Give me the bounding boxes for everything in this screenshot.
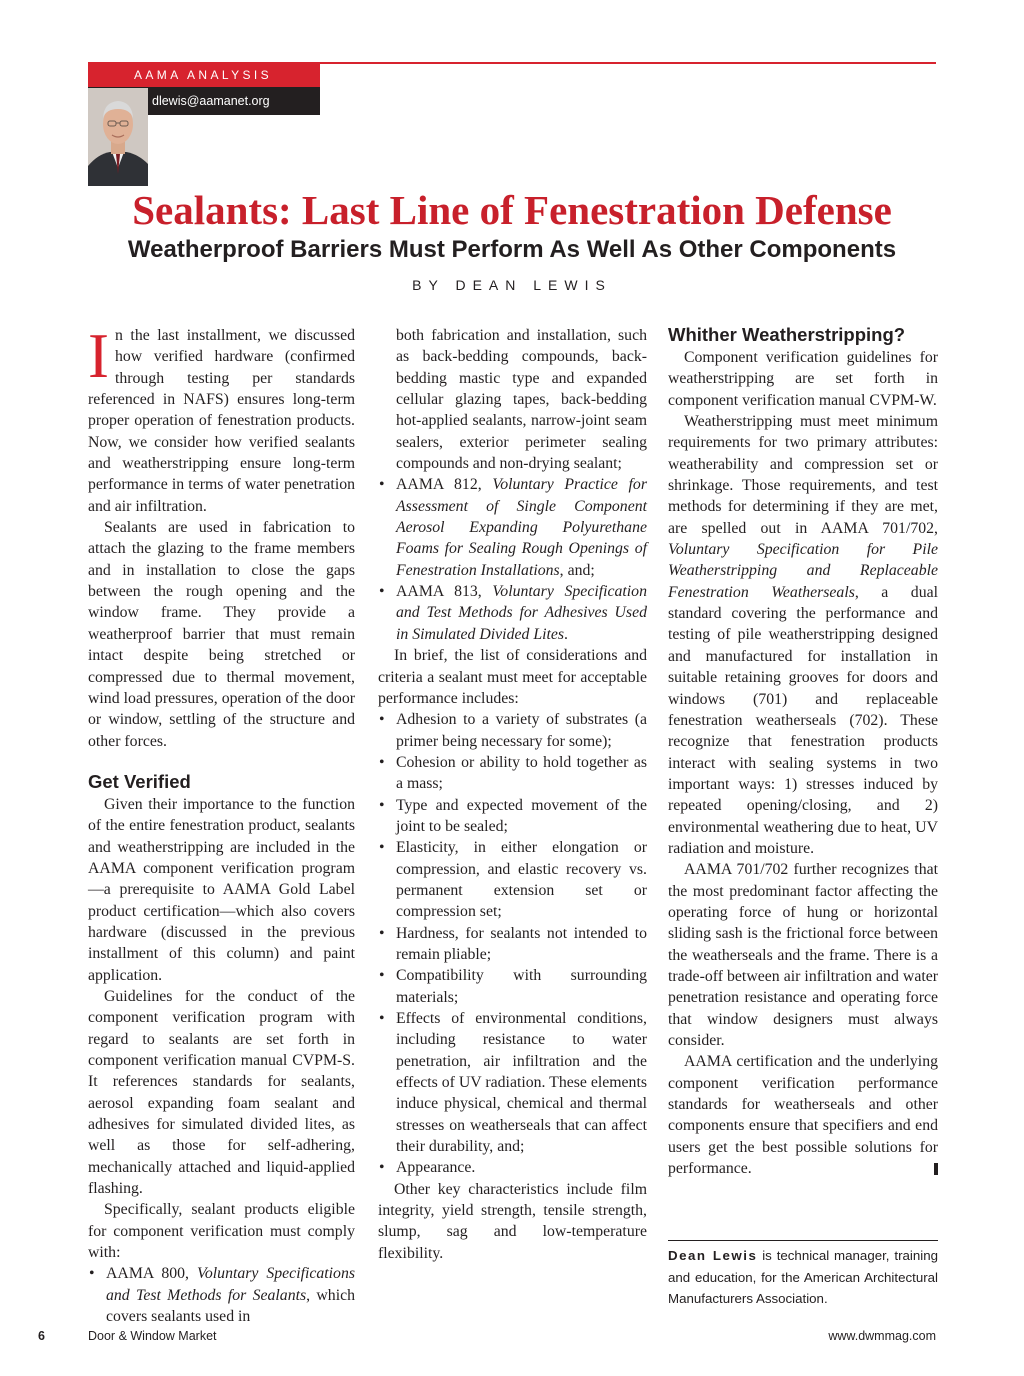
- criteria-list: [378, 709, 647, 1179]
- section-label: AAMA ANALYSIS: [88, 64, 320, 87]
- intro-paragraph: In the last installment, we discussed how verified hardware (confirmed through testing per standards referenced in NAFS) ensures long-term proper operation of fenestration products. Now, we consider how verified sealants and weatherstripping ensure long-term performance in terms of water penetration and air infiltration.: [88, 321, 355, 515]
- list-item: • AAMA 813, Voluntary Specification and Test Methods for Adhesives Used in Simulated Divided Lites.: [379, 583, 647, 643]
- page-number: 6: [38, 1329, 45, 1343]
- column-2: [378, 325, 647, 1264]
- publication-name: Door & Window Market: [88, 1329, 217, 1343]
- list-item: • Adhesion to a variety of substrates (a primer being necessary for some);: [379, 711, 647, 750]
- paragraph: AAMA certification and the underlying component verification performance standards for weatherseals and other components ensure that specifiers and end users get the best possible solutions for performance.: [668, 1053, 938, 1178]
- list-item: • Elasticity, in either elongation or compression, and elastic recovery vs. permanent extension set or compression set;: [379, 839, 647, 921]
- article-title: Sealants: Last Line of Fenestration Defense: [132, 187, 892, 233]
- list-item: • Appearance.: [379, 1159, 476, 1177]
- author-email[interactable]: dlewis@aamanet.org: [88, 87, 320, 115]
- author-portrait-image: [88, 88, 148, 186]
- paragraph: Specifically, sealant products eligible for component verification must comply with:: [88, 1201, 355, 1262]
- paragraph: In brief, the list of considerations and criteria a sealant must meet for acceptable performance includes:: [378, 647, 647, 707]
- standards-list: [88, 1263, 355, 1327]
- heading-get-verified: Get Verified: [88, 770, 191, 792]
- drop-cap: I: [88, 321, 109, 391]
- website-link[interactable]: www.dwmmag.com: [828, 1329, 936, 1343]
- article-subtitle: Weatherproof Barriers Must Perform As Well As Other Components: [127, 236, 897, 263]
- column-1: [88, 321, 355, 1327]
- paragraph: Weatherstripping must meet minimum requirements for two primary attributes: weatherability and compression set or shrinkage. Those requirements, and test methods for determining if they are met, are spelled out in AAMA 701/702, Voluntary Specification for Pile Weatherstripping and Replaceable Fenestration Weatherseals, a dual standard covering the performance and testing of pile weatherstripping designed and manufactured for installation in suitable retaining grooves for doors and windows (701) and replaceable fenestration weatherseals (702). These recognize that fenestration products interact with sealing systems in two important ways: 1) stresses induced by repeated opening/closing, and 2) environmental weathering due to heat, UV radiation and moisture.: [668, 413, 938, 857]
- heading-whither-weatherstripping: Whither Weatherstripping?: [668, 324, 906, 345]
- author-photo: [88, 88, 148, 186]
- list-item: • Type and expected movement of the joint to be sealed;: [379, 796, 647, 835]
- end-mark-icon: [934, 1163, 938, 1175]
- list-item: • AAMA 800, Voluntary Specifications and Test Methods for Sealants, which covers sealants used in: [89, 1265, 355, 1326]
- standards-list-continued: [378, 474, 647, 645]
- list-item: • AAMA 812, Voluntary Practice for Assessment of Single Component Aerosol Expanding Polyurethane Foams for Sealing Rough Openings of Fenestration Installations, and;: [379, 476, 647, 579]
- paragraph: Other key characteristics include film integrity, yield strength, tensile strength, slump, sag and low-temperature flexibility.: [378, 1180, 647, 1262]
- list-item: • Cohesion or ability to hold together as a mass;: [379, 753, 647, 793]
- column-3: [668, 325, 938, 1179]
- author-bio: Dean Lewis is technical manager, training and education, for the American Architectural Manufacturers Association.: [668, 1240, 938, 1310]
- byline: BY DEAN LEWIS: [412, 277, 612, 293]
- paragraph: AAMA 701/702 further recognizes that the most predominant factor affecting the operating force of hung or horizontal sliding sash is the frictional force between the weatherseals and the frame. There is a trade-off between air infiltration and water penetration resistance and operating force that window designers must always consider.: [668, 861, 938, 1049]
- paragraph: Guidelines for the conduct of the component verification program with regard to sealants are set forth in component verification manual CVPM-S. It references standards for sealants, aerosol expanding foam sealant and adhesives for simulated divided lites, as well as those for self-adhering, mechanically attached and liquid-applied flashing.: [88, 987, 355, 1198]
- list-item: • Hardness, for sealants not intended to remain pliable;: [379, 924, 647, 963]
- list-item: • Effects of environmental conditions, including resistance to water penetration, air infiltration and the effects of UV radiation. These elements induce physical, chemical and thermal stresses on weatherseals that can affect their durability, and;: [379, 1010, 647, 1156]
- paragraph: Component verification guidelines for weatherstripping are set forth in component verification manual CVPM-W.: [668, 349, 938, 409]
- list-item-continued: both fabrication and installation, such as back-bedding compounds, back-bedding mastic type and expanded cellular glazing tapes, back-bedding hot-applied sealants, narrow-joint seam sealers, exterior perimeter sealing compounds and non-drying sealant;: [396, 327, 647, 473]
- author-name: Dean Lewis: [668, 1248, 758, 1263]
- paragraph: Sealants are used in fabrication to attach the glazing to the frame members and in installation to close the gaps between the rough opening and the window frame. They provide a weatherproof barrier that must remain intact despite being stretched or compressed due to thermal movement, wind load pressures, operation of the door or window, settling of the structure and other forces.: [88, 519, 355, 750]
- list-item: • Compatibility with surrounding materials;: [379, 967, 647, 1006]
- paragraph: Given their importance to the function of the entire fenestration product, sealants and weatherstripping are included in the AAMA component verification program—a prerequisite to AAMA Gold Label product certification—which also covers hardware (discussed in the previous installment of this column) and paint application.: [88, 795, 355, 984]
